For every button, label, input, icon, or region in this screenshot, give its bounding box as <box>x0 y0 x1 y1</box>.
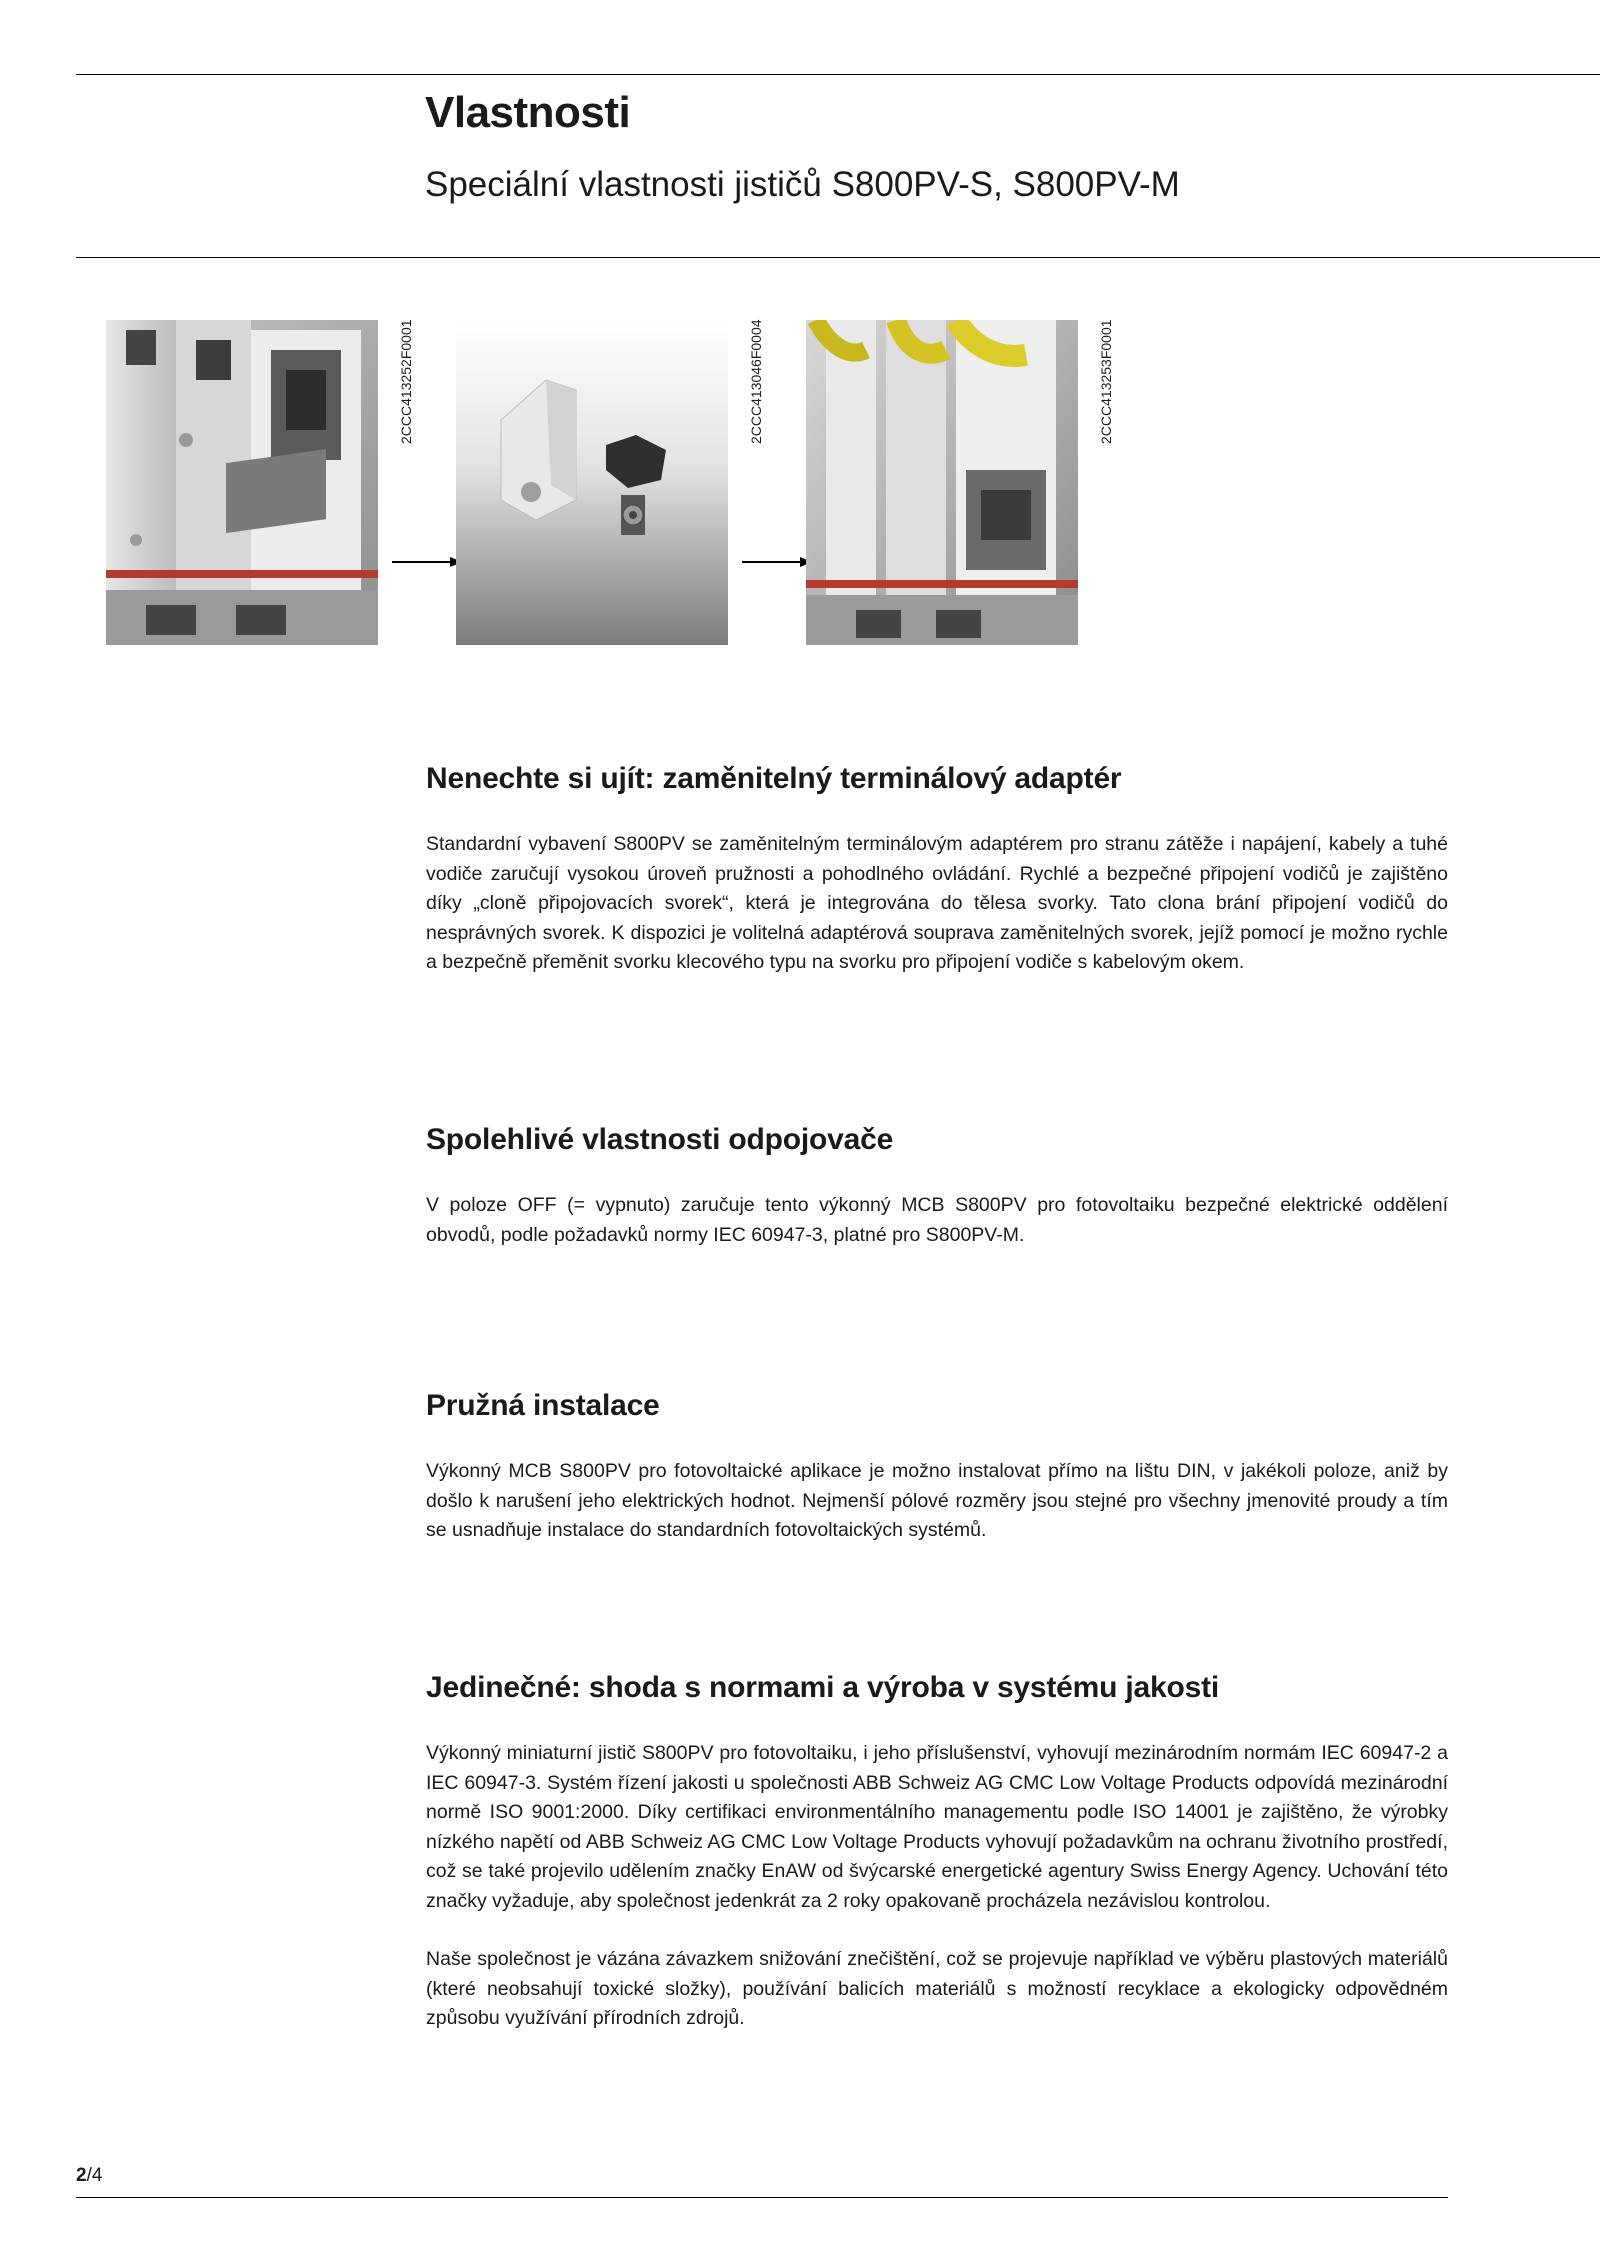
photo-terminal-adapter-kit <box>456 320 728 645</box>
section-paragraph: Výkonný MCB S800PV pro fotovoltaické aplikace je možno instalovat přímo na lištu DIN, v jakékoli poloze, aniž by došlo k narušení jeho elektrických hodnot. Nejmenší pólové rozměry jsou stejné pro všechny jmenovité proudy a tím se usnadňuje instalace do standardních fotovoltaických systémů. <box>426 1460 1448 1541</box>
section-flexible-installation <box>426 1389 1448 1546</box>
page-current: 2 <box>76 2165 87 2186</box>
section-terminal-adapter <box>426 762 1448 978</box>
section-heading: Jedinečné: shoda s normami a výroba v systému jakosti <box>426 1671 1220 1704</box>
arrow-icon <box>742 555 812 569</box>
figure-code-2: 2CCC413046F0004 <box>748 319 764 444</box>
section-heading: Pružná instalace <box>426 1389 660 1422</box>
header-bottom-rule <box>76 257 1600 258</box>
figure-code-1: 2CCC413252F0001 <box>398 319 414 444</box>
top-rule <box>76 74 1600 75</box>
section-paragraph: V poloze OFF (= vypnuto) zaručuje tento výkonný MCB S800PV pro fotovoltaiku bezpečné elektrické oddělení obvodů, podle požadavků normy IEC 60947-3, platné pro S800PV-M. <box>426 1194 1448 1246</box>
page-number <box>76 2165 102 2187</box>
page-title: Vlastnosti <box>425 88 631 137</box>
page-subtitle: Speciální vlastnosti jističů S800PV-S, S800PV-M <box>425 165 1180 204</box>
section-heading: Spolehlivé vlastnosti odpojovače <box>426 1123 894 1156</box>
section-paragraph: Standardní vybavení S800PV se zaměnitelným terminálovým adaptérem pro stranu zátěže i napájení, kabely a tuhé vodiče zaručují vysokou úroveň pružnosti a pohodlného ovládání. Rychlé a bezpečné připojení vodičů je zajištěno díky „cloně připojovacích svorek“, která je integrována do tělesa svorky. Tato clona brání připojení vodičů do nesprávných svorek. K dispozici je volitelná adaptérová souprava zaměnitelných svorek, jejíž pomocí je možno rychle a bezpečně přeměnit svorku klecového typu na svorku pro připojení vodiče s kabelovým okem. <box>426 833 1448 973</box>
section-paragraph: Výkonný miniaturní jistič S800PV pro fotovoltaiku, i jeho příslušenství, vyhovují mezinárodním normám IEC 60947-2 a IEC 60947-3. Systém řízení jakosti u společnosti ABB Schweiz AG CMC Low Voltage Products odpovídá mezinárodní normě ISO 9001:2000. Díky certifikaci environmentálního managementu podle ISO 14001 je zajištěno, že výrobky nízkého napětí od ABB Schweiz AG CMC Low Voltage Products vyhovují požadavkům na ochranu životního prostředí, což se také projevilo udělením značky EnAW od švýcarské energetické agentury Swiss Energy Agency. Uchování této značky vyžaduje, aby společnost jedenkrát za 2 roky opakovaně procházela nezávislou kontrolou. <box>426 1742 1448 1912</box>
section-heading: Nenechte si ujít: zaměnitelný terminálový adaptér <box>426 762 1122 795</box>
page-total: /4 <box>86 2165 103 2186</box>
photo-breakers-with-cables <box>806 320 1078 645</box>
photo-breakers-terminal <box>106 320 378 645</box>
figure-code-3: 2CCC413253F0001 <box>1098 319 1114 444</box>
arrow-icon <box>392 555 462 569</box>
footer-rule <box>76 2197 1448 2198</box>
section-paragraph: Naše společnost je vázána závazkem snižování znečištění, což se projevuje například ve výběru plastových materiálů (které neobsahují toxické složky), používání balicích materiálů s možností recyklace a ekologicky odpovědném způsobu využívání přírodních zdrojů. <box>426 1948 1448 2029</box>
section-standards-quality <box>426 1671 1448 2034</box>
section-disconnector <box>426 1123 1448 1250</box>
